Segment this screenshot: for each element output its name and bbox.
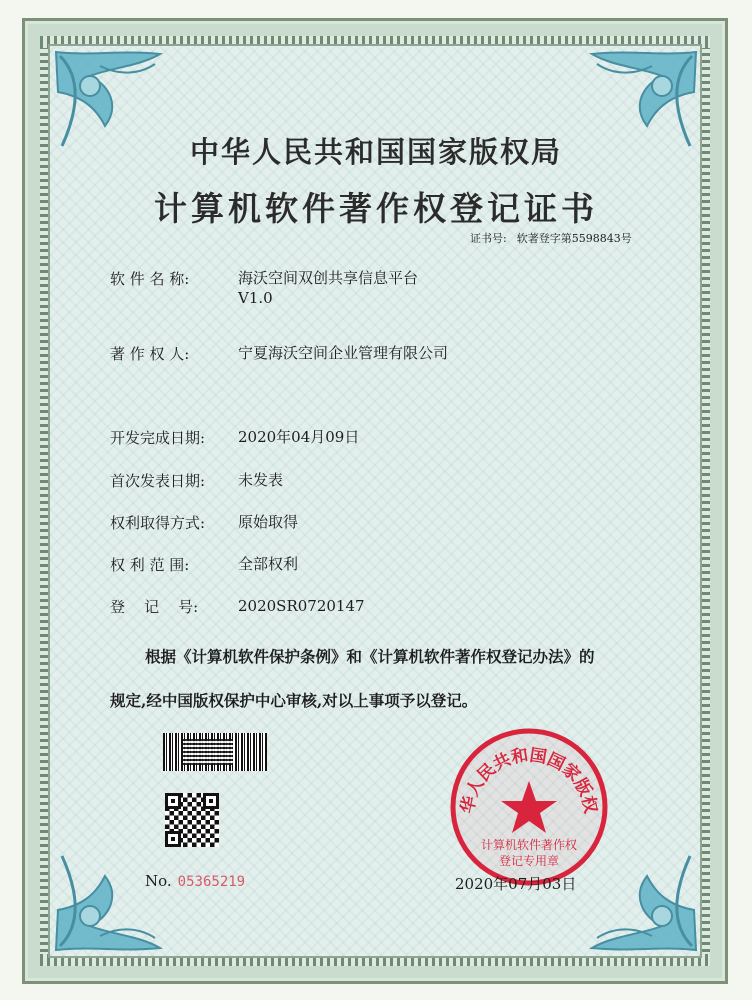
dev-date-value: 2020年04月09日 bbox=[238, 428, 360, 446]
copyright-owner-label: 著 作 权 人: bbox=[110, 345, 190, 363]
pub-date-label: 首次发表日期: bbox=[110, 472, 206, 490]
software-version: V1.0 bbox=[238, 289, 273, 307]
registration-number-label: 登 记 号: bbox=[110, 598, 199, 616]
serial-number-label: No. bbox=[145, 872, 172, 890]
issue-date: 2020年07月03日 bbox=[455, 875, 577, 893]
certificate-number bbox=[470, 230, 642, 246]
seal-inner-line-2: 登记专用章 bbox=[498, 854, 560, 868]
pub-date-value: 未发表 bbox=[238, 471, 284, 489]
body-line-2: 规定,经中国版权保护中心审核,对以上事项予以登记。 bbox=[110, 691, 478, 710]
seal-inner-line-1: 计算机软件著作权 bbox=[480, 838, 578, 852]
acquire-method-label: 权利取得方式: bbox=[110, 514, 206, 532]
copyright-owner-row bbox=[110, 343, 448, 364]
certificate-number-label: 证书号: bbox=[470, 232, 507, 245]
dev-date-label: 开发完成日期: bbox=[110, 429, 206, 447]
corner-ornament-icon bbox=[50, 846, 170, 956]
rights-scope-value: 全部权利 bbox=[238, 555, 299, 573]
acquire-method-value: 原始取得 bbox=[238, 513, 299, 531]
body-line-1: 根据《计算机软件保护条例》和《计算机软件著作权登记办法》的 bbox=[145, 647, 595, 666]
certificate-number-value: 软著登字第5598843号 bbox=[516, 232, 632, 245]
copyright-owner-value: 宁夏海沃空间企业管理有限公司 bbox=[238, 344, 449, 362]
issuer-title: 中华人民共和国国家版权局 bbox=[189, 135, 562, 169]
serial-number-value: 05365219 bbox=[177, 874, 246, 890]
software-name-row bbox=[110, 268, 418, 308]
rights-scope-row bbox=[110, 554, 298, 575]
certificate-title: 计算机软件著作权登记证书 bbox=[154, 189, 598, 228]
registration-number-row bbox=[110, 596, 365, 617]
software-name-value: 海沃空间双创共享信息平台 bbox=[238, 269, 419, 287]
official-seal-icon bbox=[447, 725, 611, 889]
qr-code-icon bbox=[165, 793, 219, 847]
registration-number-value: 2020SR0720147 bbox=[238, 597, 365, 615]
software-name-label: 软 件 名 称: bbox=[110, 270, 190, 288]
seal-outer-text: 华人民共和国国家版权 bbox=[457, 745, 601, 816]
rights-scope-label: 权 利 范 围: bbox=[110, 556, 190, 574]
barcode-icon bbox=[163, 733, 267, 771]
acquire-method-row bbox=[110, 512, 298, 533]
serial-number bbox=[145, 872, 245, 890]
software-name-value-group bbox=[238, 268, 418, 308]
pub-date-row bbox=[110, 470, 283, 491]
dev-date-row bbox=[110, 427, 359, 448]
